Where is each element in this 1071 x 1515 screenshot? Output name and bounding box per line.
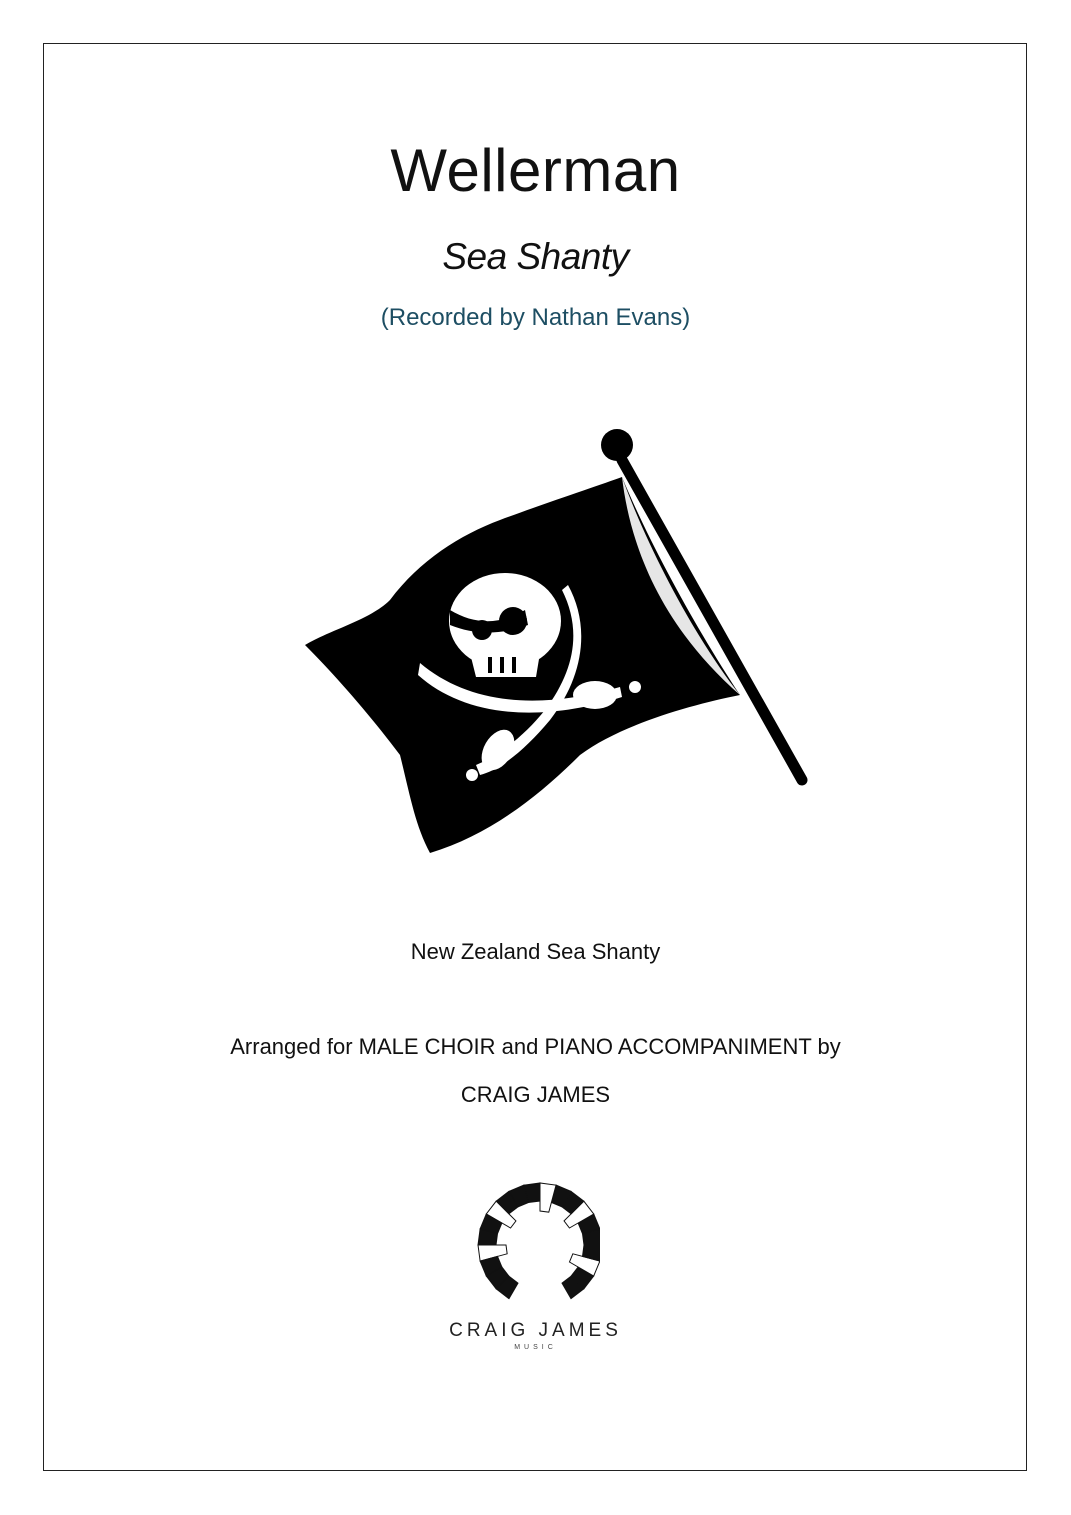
song-title: Wellerman	[390, 137, 681, 204]
arrangement-text: Arranged for MALE CHOIR and PIANO ACCOMPANIMENT by	[230, 1034, 841, 1059]
piano-keys-c-logo-icon	[470, 1175, 600, 1315]
song-subtitle: Sea Shanty	[442, 236, 629, 277]
logo-name: CRAIG JAMES	[449, 1320, 622, 1341]
pirate-flag-icon	[300, 425, 815, 860]
logo-subtitle: MUSIC	[514, 1344, 557, 1351]
origin-text: New Zealand Sea Shanty	[410, 939, 661, 964]
arranger-name: CRAIG JAMES	[460, 1082, 611, 1107]
recorded-by-text: (Recorded by Nathan Evans)	[380, 304, 691, 331]
